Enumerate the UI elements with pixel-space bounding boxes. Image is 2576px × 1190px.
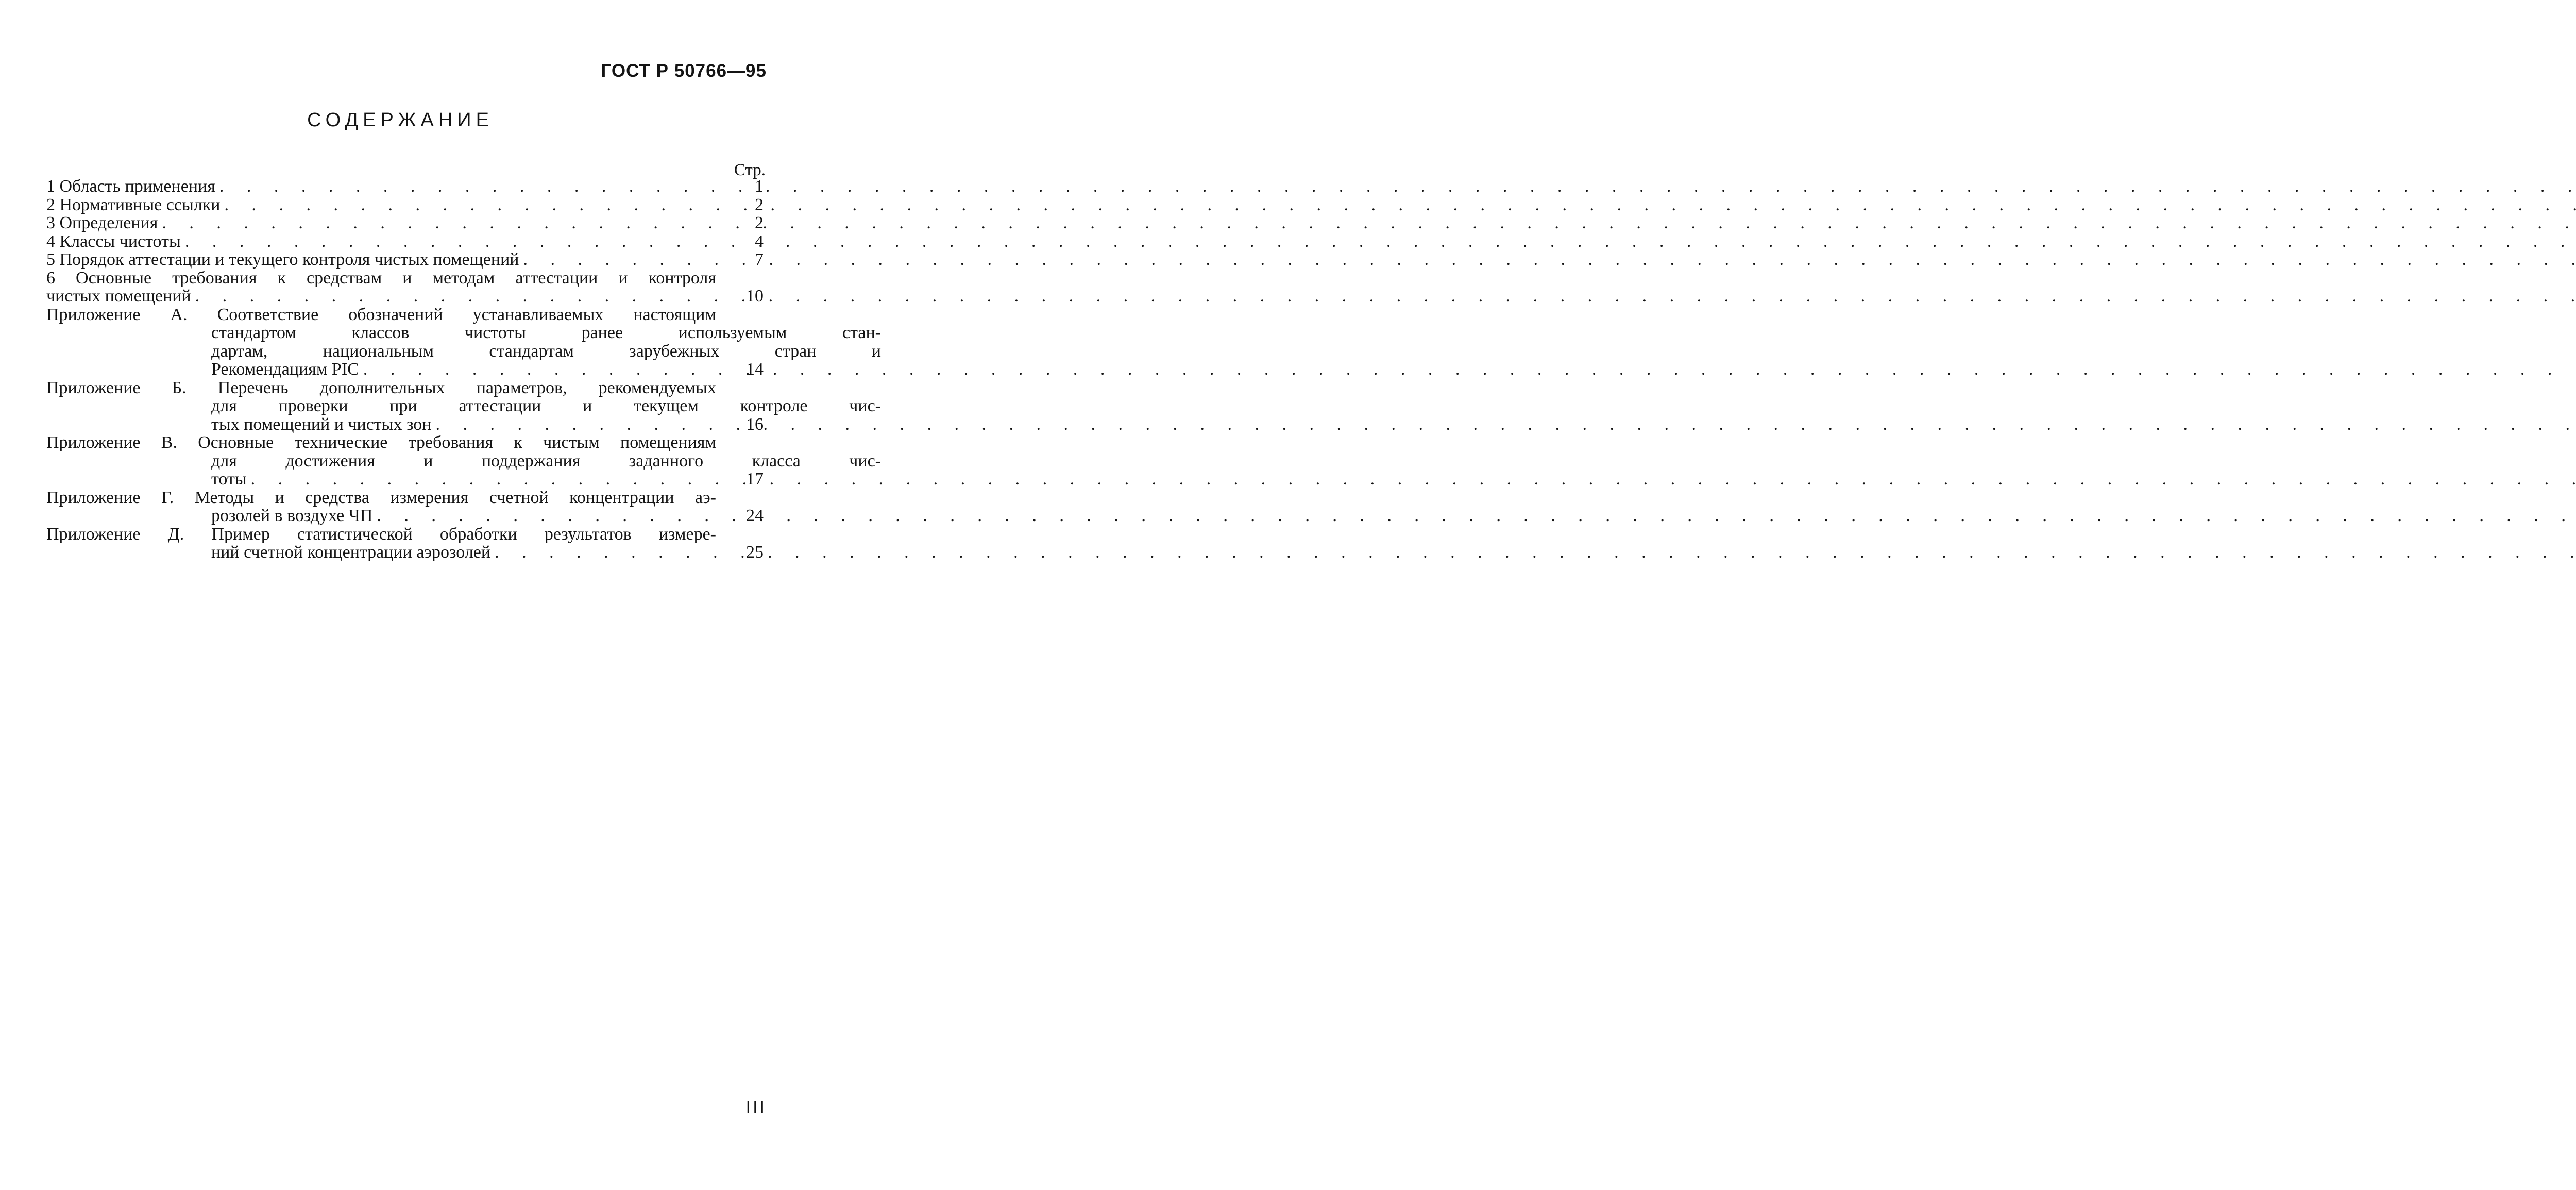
toc-entry-appendix-v[interactable]: [46, 433, 881, 489]
toc-page-number: 2: [755, 213, 764, 232]
toc-page-number: 17: [746, 470, 764, 489]
dot-leader: [224, 196, 2576, 214]
dot-leader: [162, 214, 2576, 232]
dot-leader: [363, 360, 2576, 379]
dot-leader: [195, 287, 2576, 306]
toc-entry-text: Приложение Д. Пример статистической обработки результатов измере-: [46, 524, 716, 544]
toc-page-number: 2: [755, 195, 764, 214]
toc-entry-text: Приложение Б. Перечень дополнительных параметров, рекомендуемых: [46, 378, 716, 397]
toc-entry-text: 5 Порядок аттестации и текущего контроля чистых помещений: [46, 250, 519, 269]
toc-entry[interactable]: [46, 214, 764, 232]
toc-entry[interactable]: [46, 250, 764, 269]
toc-entry-appendix-a[interactable]: [46, 305, 881, 379]
toc-entry-text: Приложение Г. Методы и средства измерения счетной концентрации аэ-: [46, 488, 716, 507]
toc-entry-text: Рекомендациям PIC: [211, 360, 359, 379]
toc-entry[interactable]: [46, 196, 764, 214]
toc-entry-text: Приложение В. Основные технические требования к чистым помещениям: [46, 433, 716, 452]
table-of-contents: [46, 177, 881, 562]
dot-leader: [251, 470, 2576, 489]
toc-entry-appendix-b[interactable]: [46, 378, 881, 434]
toc-page-number: 14: [746, 360, 764, 379]
toc-entry[interactable]: [46, 177, 764, 196]
page-number: III: [745, 1098, 767, 1117]
toc-entry-appendix-g[interactable]: [46, 489, 764, 525]
toc-entry[interactable]: [46, 232, 764, 251]
toc-entry-text: розолей в воздухе ЧП: [211, 506, 373, 525]
toc-entry-text: тых помещений и чистых зон: [211, 414, 432, 434]
toc-entry-text: ний счетной концентрации аэрозолей: [211, 543, 491, 562]
toc-page-number: 4: [755, 231, 764, 251]
toc-entry-text: чистых помещений: [46, 287, 191, 306]
toc-entry-text: тоты: [211, 470, 247, 489]
dot-leader: [523, 250, 2576, 269]
toc-entry-text: для достижения и поддержания заданного класса чис-: [211, 451, 881, 471]
page-column-label: Стр.: [734, 161, 766, 179]
toc-page-number: 25: [746, 543, 764, 562]
page-title: СОДЕРЖАНИЕ: [307, 109, 494, 131]
toc-page-number: 1: [755, 177, 764, 196]
toc-entry-text: для проверки при аттестации и текущем контроле чис-: [211, 396, 881, 415]
document-header: ГОСТ Р 50766—95: [601, 61, 767, 81]
toc-entry-text: 1 Область применения: [46, 177, 215, 196]
toc-page-number: 24: [746, 506, 764, 525]
toc-entry-text: стандартом классов чистоты ранее используемым стан-: [211, 323, 881, 342]
toc-entry[interactable]: [46, 269, 764, 306]
toc-page-number: 7: [755, 250, 764, 269]
toc-entry-appendix-d[interactable]: [46, 525, 764, 562]
dot-leader: [377, 507, 2576, 525]
toc-entry-text: дартам, национальным стандартам зарубежных стран и: [211, 341, 881, 361]
toc-entry-text: 2 Нормативные ссылки: [46, 195, 221, 214]
toc-entry-text: 3 Определения: [46, 213, 158, 232]
toc-entry-text: Приложение А. Соответствие обозначений устанавливаемых настоящим: [46, 305, 716, 324]
toc-page-number: 10: [746, 287, 764, 306]
toc-entry-text: 4 Классы чистоты: [46, 231, 181, 251]
dot-leader: [219, 177, 2576, 196]
dot-leader: [495, 543, 2576, 562]
dot-leader: [185, 232, 2576, 251]
toc-page-number: 16: [746, 414, 764, 434]
toc-entry-text: 6 Основные требования к средствам и методам аттестации и контроля: [46, 268, 716, 288]
